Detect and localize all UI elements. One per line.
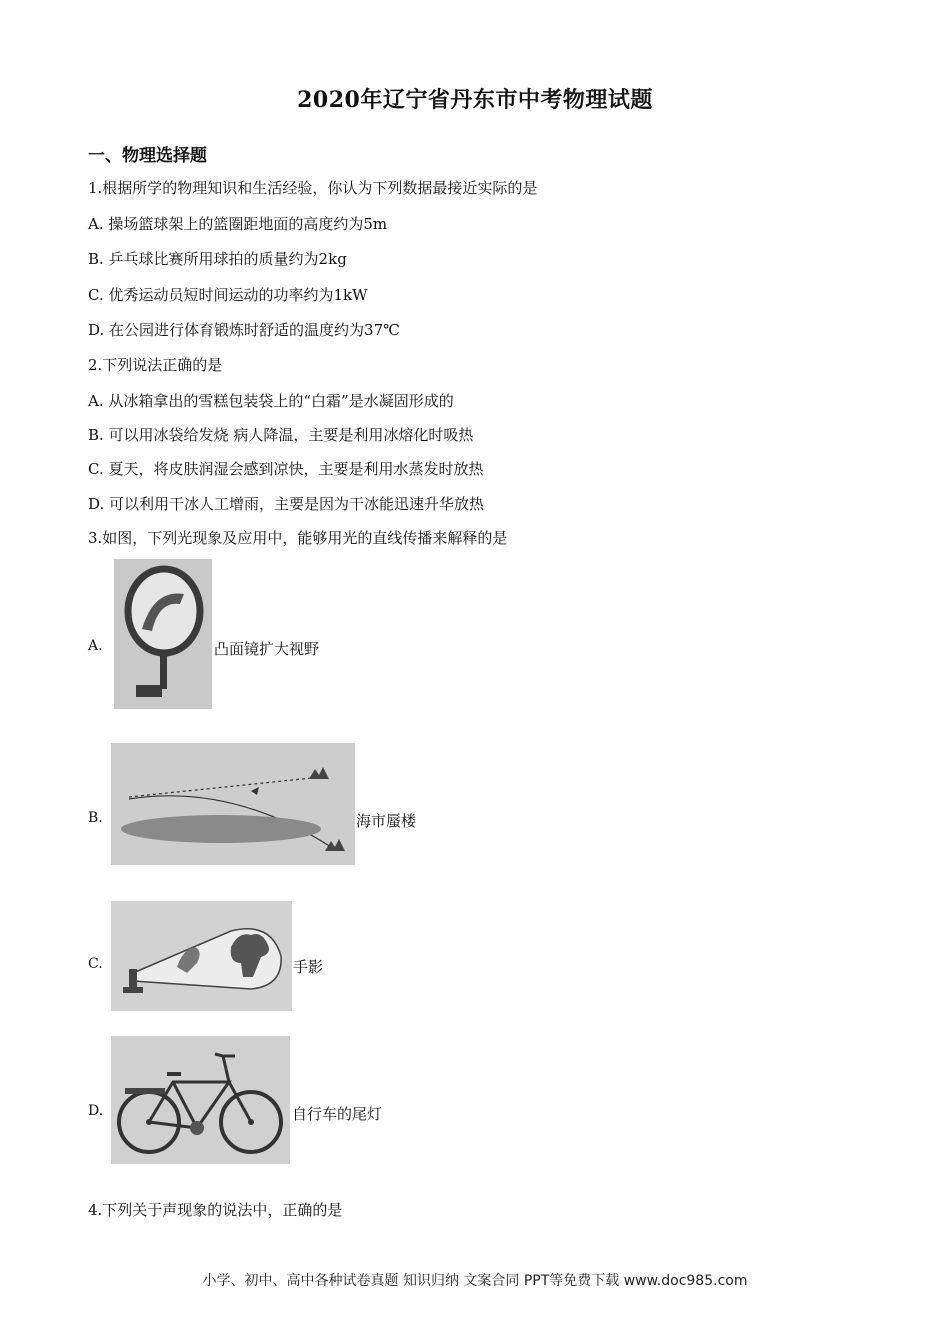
mirage-image <box>111 743 355 865</box>
question-1-option-c: C. 优秀运动员短时间运动的功率约为1kW <box>88 286 368 304</box>
question-3-option-d-label: D. <box>88 1103 104 1119</box>
question-2-option-b: B. 可以用冰袋给发烧 病人降温，主要是利用冰熔化时吸热 <box>88 426 474 444</box>
question-3-option-c-caption: 手影 <box>293 958 324 976</box>
question-2-option-d: D. 可以利用干冰人工增雨，主要是因为干冰能迅速升华放热 <box>88 495 485 513</box>
question-3-option-c-label: C. <box>88 956 103 972</box>
question-3-option-b-label: B. <box>88 810 103 826</box>
question-1-stem: 1.根据所学的物理知识和生活经验，你认为下列数据最接近实际的是 <box>88 179 538 197</box>
section-heading: 一、物理选择题 <box>88 146 207 166</box>
question-2-option-a: A. 从冰箱拿出的雪糕包装袋上的“白霜”是水凝固形成的 <box>88 392 454 410</box>
question-4-stem: 4.下列关于声现象的说法中，正确的是 <box>88 1201 343 1219</box>
question-2-stem: 2.下列说法正确的是 <box>88 356 223 374</box>
question-1-option-a: A. 操场篮球架上的篮圈距地面的高度约为5m <box>88 215 388 233</box>
question-3-option-d-caption: 自行车的尾灯 <box>292 1105 383 1123</box>
question-3-stem: 3.如图，下列光现象及应用中，能够用光的直线传播来解释的是 <box>88 529 508 547</box>
question-1-option-d: D. 在公园进行体育锻炼时舒适的温度约为37℃ <box>88 321 400 339</box>
hand-shadow-image <box>111 901 292 1011</box>
convex-mirror-image <box>114 559 212 709</box>
question-3-option-b-caption: 海市蜃楼 <box>356 812 417 830</box>
question-1-option-b: B. 乒乓球比赛所用球拍的质量约为2kg <box>88 250 347 268</box>
question-2-option-c: C. 夏天，将皮肤润湿会感到凉快，主要是利用水蒸发时放热 <box>88 460 484 478</box>
question-3-option-a-caption: 凸面镜扩大视野 <box>214 640 320 658</box>
page-title: 2020年辽宁省丹东市中考物理试题 <box>297 87 653 113</box>
page-footer: 小学、初中、高中各种试卷真题 知识归纳 文案合同 PPT等免费下载 www.doc985.com <box>202 1273 748 1289</box>
bicycle-image <box>111 1036 290 1164</box>
question-3-option-a-label: A. <box>88 638 103 654</box>
